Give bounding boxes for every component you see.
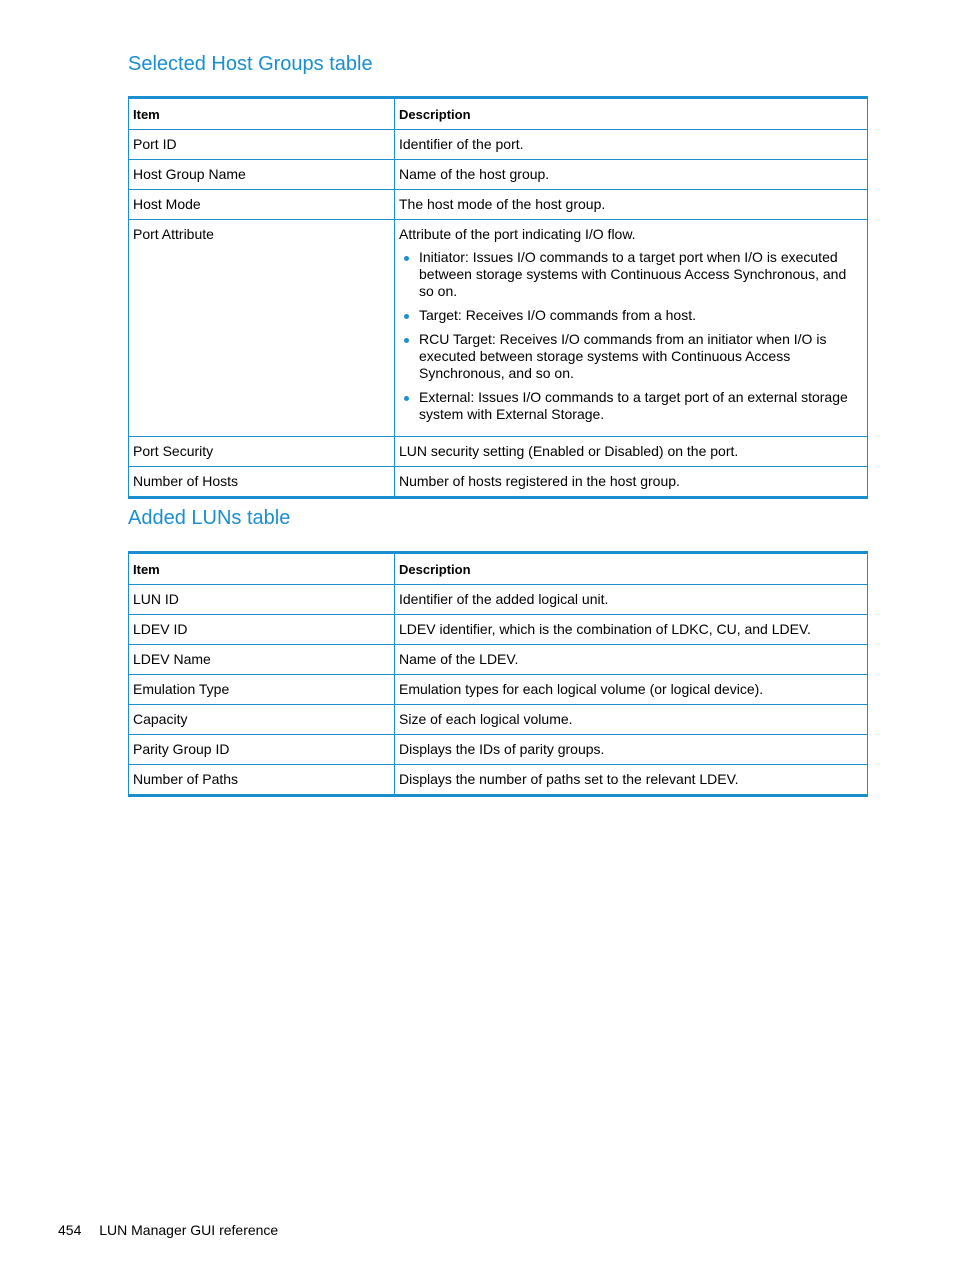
column-header-description: Description [395, 553, 868, 585]
cell-item: LDEV ID [129, 615, 395, 645]
cell-item: LDEV Name [129, 645, 395, 675]
added-luns-table [128, 551, 868, 797]
table-row [129, 130, 868, 160]
cell-description: Name of the host group. [395, 160, 868, 190]
table-header-row [129, 553, 868, 585]
cell-description: Size of each logical volume. [395, 705, 868, 735]
footer-chapter-title: LUN Manager GUI reference [99, 1222, 279, 1238]
cell-description: Name of the LDEV. [395, 645, 868, 675]
table-row [129, 467, 868, 498]
list-item: External: Issues I/O commands to a target port of an external storage system with External Storage. [419, 389, 863, 423]
cell-description-text: Attribute of the port indicating I/O flow. [399, 226, 636, 242]
cell-item: Number of Paths [129, 765, 395, 796]
port-attribute-list [399, 249, 863, 423]
column-header-item: Item [129, 553, 395, 585]
cell-item: Emulation Type [129, 675, 395, 705]
cell-item: Host Mode [129, 190, 395, 220]
table-row [129, 160, 868, 190]
table-row [129, 220, 868, 437]
cell-description: Identifier of the added logical unit. [395, 585, 868, 615]
page-footer [58, 1222, 278, 1238]
cell-description: Displays the number of paths set to the relevant LDEV. [395, 765, 868, 796]
cell-description: Identifier of the port. [395, 130, 868, 160]
section-title-host-groups: Selected Host Groups table [128, 53, 373, 75]
table-row [129, 675, 868, 705]
cell-item: Number of Hosts [129, 467, 395, 498]
cell-description: The host mode of the host group. [395, 190, 868, 220]
list-item: Initiator: Issues I/O commands to a target port when I/O is executed between storage systems with Continuous Access Synchronous, and so on. [419, 249, 863, 300]
cell-item: Port Security [129, 437, 395, 467]
table-row [129, 645, 868, 675]
table-row [129, 735, 868, 765]
cell-item: LUN ID [129, 585, 395, 615]
table-row [129, 705, 868, 735]
selected-host-groups-table [128, 96, 868, 499]
cell-item: Parity Group ID [129, 735, 395, 765]
table-header-row [129, 98, 868, 130]
list-item: RCU Target: Receives I/O commands from an initiator when I/O is executed between storage systems with Continuous Access Synchronous, and so on. [419, 331, 863, 382]
cell-description: LUN security setting (Enabled or Disabled) on the port. [395, 437, 868, 467]
cell-item: Port Attribute [129, 220, 395, 437]
table-row [129, 585, 868, 615]
list-item: Target: Receives I/O commands from a host. [419, 307, 863, 324]
cell-item: Capacity [129, 705, 395, 735]
table-row [129, 190, 868, 220]
cell-description: Emulation types for each logical volume (or logical device). [395, 675, 868, 705]
cell-item: Port ID [129, 130, 395, 160]
column-header-description: Description [395, 98, 868, 130]
page-number: 454 [58, 1222, 82, 1238]
table-row [129, 437, 868, 467]
section-title-added-luns: Added LUNs table [128, 507, 291, 529]
cell-description: Number of hosts registered in the host group. [395, 467, 868, 498]
column-header-item: Item [129, 98, 395, 130]
table-row [129, 615, 868, 645]
cell-description: LDEV identifier, which is the combination of LDKC, CU, and LDEV. [395, 615, 868, 645]
cell-description [395, 220, 868, 437]
table-row [129, 765, 868, 796]
cell-item: Host Group Name [129, 160, 395, 190]
cell-description: Displays the IDs of parity groups. [395, 735, 868, 765]
